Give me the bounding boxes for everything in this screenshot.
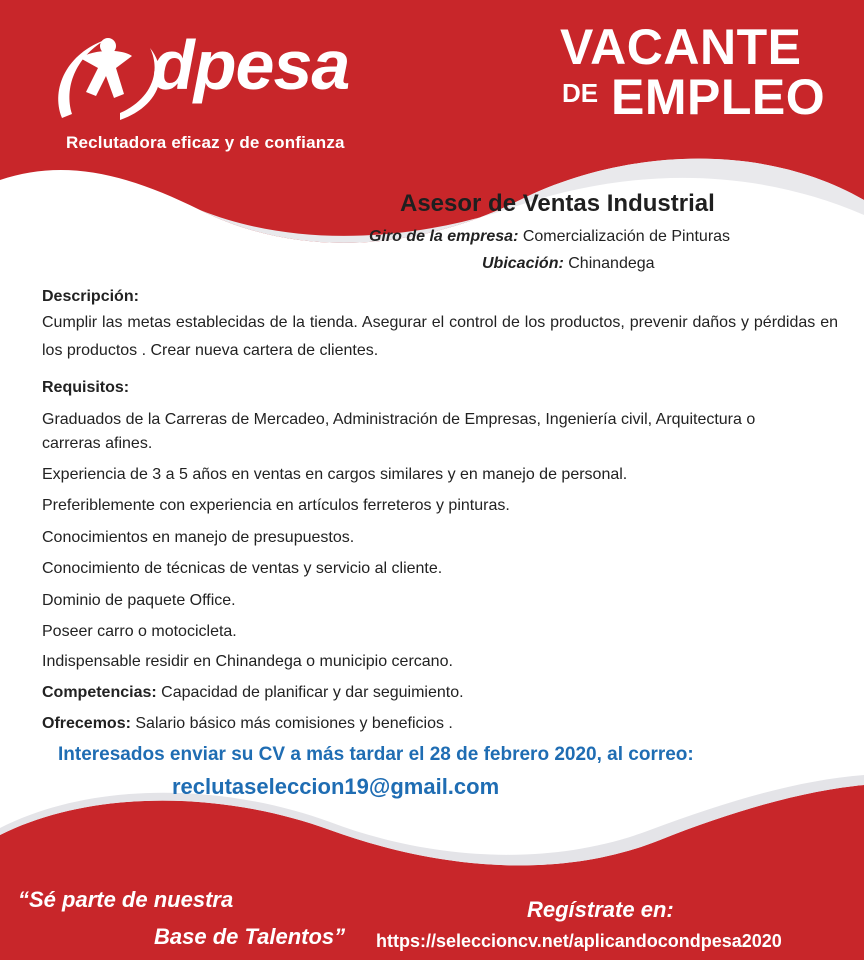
contact-email-link[interactable]: reclutaseleccion19@gmail.com xyxy=(172,774,500,799)
requirement-item: Poseer carro o motocicleta. xyxy=(42,623,237,640)
requirement-item: Indispensable residir en Chinandega o municipio cercano. xyxy=(42,653,453,670)
requirement-item: Experiencia de 3 a 5 años en ventas en cargos similares y en manejo de personal. xyxy=(42,466,628,483)
brand-name: dpesa xyxy=(152,26,350,104)
competencies xyxy=(42,681,838,705)
offer-label: Ofrecemos: xyxy=(42,715,131,732)
requirement-item: Conocimiento de técnicas de ventas y servicio al cliente. xyxy=(42,560,443,577)
person-figure-icon xyxy=(58,38,160,120)
company-sector xyxy=(369,228,730,246)
banner-line-vacante: VACANTE xyxy=(560,19,802,75)
apply-instructions: Interesados enviar su CV a más tardar el 28 de febrero 2020, al correo: xyxy=(58,744,694,765)
banner-line-de: DE xyxy=(562,78,599,108)
requirement-item: Graduados de la Carreras de Mercadeo, Administración de Empresas, Ingeniería civil, Arquitectura o carreras afines. xyxy=(42,411,756,452)
description-text: Cumplir las metas establecidas de la tienda. Asegurar el control de los productos, prevenir daños y pérdidas en los productos . Crear nueva cartera de clientes. xyxy=(42,314,838,359)
company-sector-value: Comercialización de Pinturas xyxy=(522,228,731,245)
requirement-item: Conocimientos en manejo de presupuestos. xyxy=(42,529,355,546)
slogan-line-1: “Sé parte de nuestra xyxy=(18,887,234,912)
job-location xyxy=(482,255,655,273)
brand-tagline: Reclutadora eficaz y de confianza xyxy=(66,133,345,152)
requirement-item: Dominio de paquete Office. xyxy=(42,592,236,609)
offer xyxy=(42,712,838,736)
job-location-value: Chinandega xyxy=(568,255,655,272)
register-label: Regístrate en: xyxy=(527,897,674,922)
offer-text: Salario básico más comisiones y beneficios . xyxy=(135,715,453,732)
competencies-label: Competencias: xyxy=(42,684,157,701)
job-title: Asesor de Ventas Industrial xyxy=(400,190,715,217)
register-url-link[interactable]: https://seleccioncv.net/aplicandocondpesa2020 xyxy=(376,931,782,951)
competencies-text: Capacidad de planificar y dar seguimiento. xyxy=(161,684,464,701)
banner-line-empleo: EMPLEO xyxy=(611,69,826,125)
requirements-label: Requisitos: xyxy=(42,379,130,396)
company-sector-label: Giro de la empresa: xyxy=(369,228,519,245)
requirement-item: Preferiblemente con experiencia en artículos ferreteros y pinturas. xyxy=(42,497,510,514)
description-label: Descripción: xyxy=(42,288,139,305)
job-location-label: Ubicación: xyxy=(482,255,564,272)
slogan-line-2: Base de Talentos” xyxy=(154,924,346,949)
